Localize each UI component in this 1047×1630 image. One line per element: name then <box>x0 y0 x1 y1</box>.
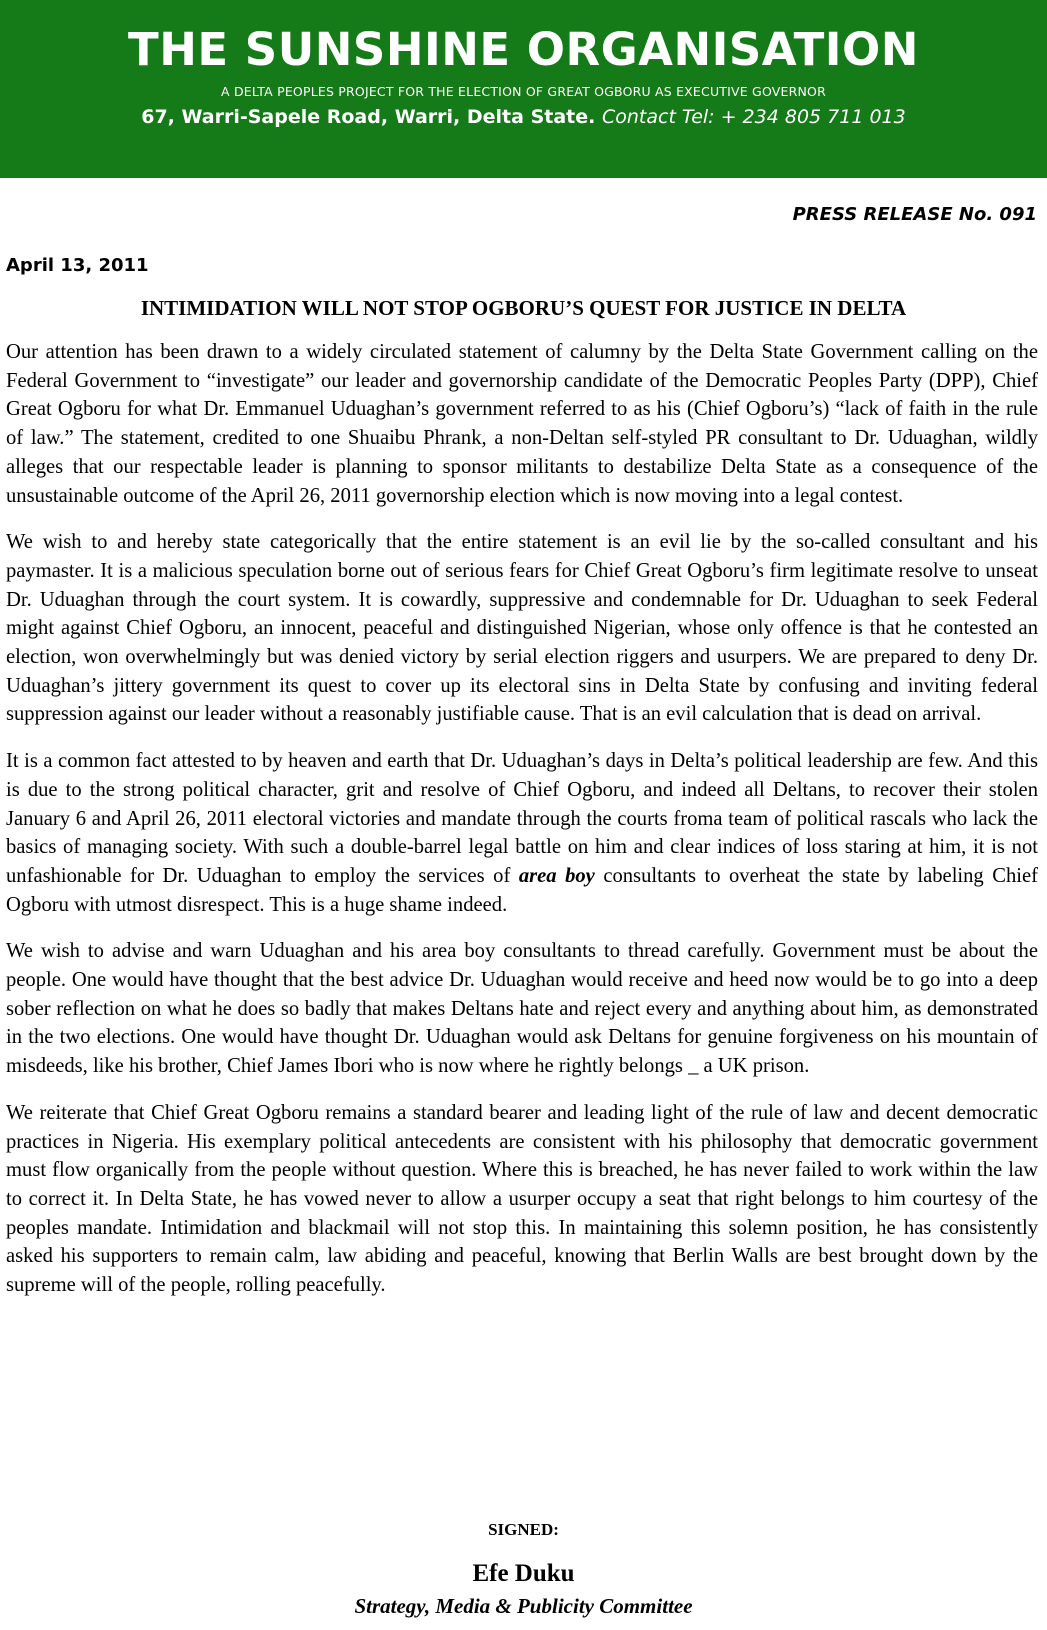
press-release-body <box>6 338 1038 1318</box>
paragraph <box>6 747 1038 919</box>
paragraph-text: consultants to overheat the state by labeling Chief Ogboru with utmost disrespect. This is a huge shame indeed. <box>6 864 1038 916</box>
paragraph: We reiterate that Chief Great Ogboru remains a standard bearer and leading light of the rule of law and decent democratic practices in Nigeria. His exemplary political antecedents are consistent with his philosophy that democratic government must flow organically from the people without question. Where this is breached, he has never failed to work within the law to correct it. In Delta State, he has vowed never to allow a usurper occupy a seat that right belongs to him courtesy of the peoples mandate. Intimidation and blackmail will not stop this. In maintaining this solemn position, he has consistently asked his supporters to remain calm, law abiding and peaceful, knowing that Berlin Walls are best brought down by the supreme will of the people, rolling peacefully. <box>6 1101 1038 1297</box>
organisation-address: 67, Warri-Sapele Road, Warri, Delta State. <box>141 106 596 128</box>
release-date: April 13, 2011 <box>6 255 149 276</box>
header-banner <box>0 0 1047 178</box>
emphasis-text: area boy <box>518 864 595 887</box>
paragraph: We wish to advise and warn Uduaghan and his area boy consultants to thread carefully. Government must be about the people. One would have thought that the best advice Dr. Uduaghan would receive and heed now would be to go into a deep sober reflection on what he does so badly that makes Deltans hate and reject every and anything about him, as demonstrated in the two elections. One would have thought Dr. Uduaghan would ask Deltans for genuine forgiveness on his mountain of misdeeds, like his brother, Chief James Ibori who is now where he rightly belongs _ a UK prison. <box>6 940 1038 1078</box>
paragraph: Our attention has been drawn to a widely circulated statement of calumny by the Delta State Government calling on the Federal Government to “investigate” our leader and governorship candidate of the Democratic Peoples Party (DPP), Chief Great Ogboru for what Dr. Emmanuel Uduaghan’s government referred to as his (Chief Ogboru’s) “lack of faith in the rule of law.” The statement, credited to one Shuaibu Phrank, a non-Deltan self-styled PR consultant to Dr. Uduaghan, wildly alleges that our respectable leader is planning to sponsor militants to destabilize Delta State as a consequence of the unsustainable outcome of the April 26, 2011 governorship election which is now moving into a legal contest. <box>6 341 1038 507</box>
paragraph: We wish to and hereby state categorically that the entire statement is an evil lie by the so-called consultant and his paymaster. It is a malicious speculation borne out of serious fears for Chief Great Ogboru’s firm legitimate resolve to unseat Dr. Uduaghan through the court system. It is cowardly, suppressive and condemnable for Dr. Uduaghan to seek Federal might against Chief Ogboru, an innocent, peaceful and distinguished Nigerian, whose only offence is that he contested an election, won overwhelmingly but was denied victory by serial election riggers and usurpers. We are prepared to deny Dr. Uduaghan’s jittery government its quest to cover up its electoral sins in Delta State by confusing and inviting federal suppression against our leader without a reasonably justifiable cause. That is an evil calculation that is dead on arrival. <box>6 531 1038 726</box>
paragraph-text: It is a common fact attested to by heaven and earth that Dr. Uduaghan’s days in Delta’s political leadership are few. And this is due to the strong political character, grit and resolve of Chief Ogboru, and indeed all Deltans, to recover their stolen January 6 and April 26, 2011 electoral victories and mandate through the courts froma team of political rascals who lack the basics of managing society. With such a double-barrel legal battle on him and clear indices of loss staring at him, it is not unfashionable for Dr. Uduaghan to employ the services of <box>6 750 1038 887</box>
press-release-number: PRESS RELEASE No. 091 <box>792 204 1037 225</box>
signer-name: Efe Duku <box>472 1560 575 1587</box>
organisation-address-line <box>0 104 1047 130</box>
headline: INTIMIDATION WILL NOT STOP OGBORU’S QUEST FOR JUSTICE IN DELTA <box>140 296 907 320</box>
organisation-subtitle: A DELTA PEOPLES PROJECT FOR THE ELECTION OF GREAT OGBORU AS EXECUTIVE GOVERNOR <box>221 84 826 99</box>
organisation-name: THE SUNSHINE ORGANISATION <box>128 23 919 76</box>
signer-committee: Strategy, Media & Publicity Committee <box>354 1594 693 1618</box>
organisation-contact: Contact Tel: + 234 805 711 013 <box>601 106 906 128</box>
signed-label: SIGNED: <box>488 1520 559 1539</box>
